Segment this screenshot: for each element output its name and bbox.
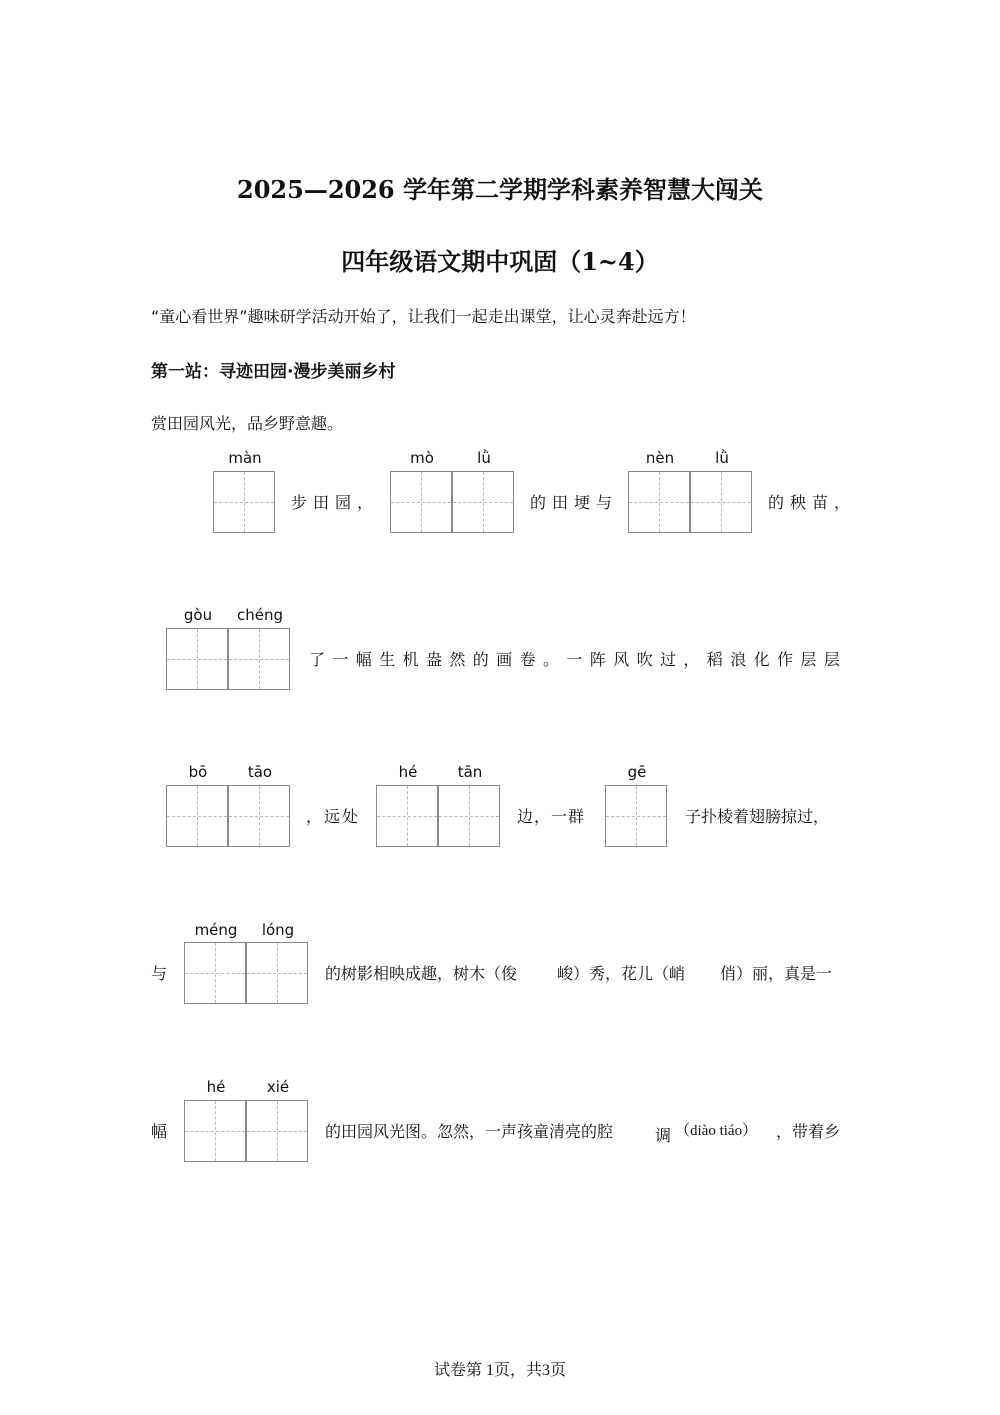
- writing-box[interactable]: [605, 785, 667, 847]
- passage-text: 子扑棱着翅膀掠过，: [685, 807, 830, 826]
- pinyin-label: hé: [398, 763, 418, 781]
- passage-text: 的秧苗，: [768, 493, 857, 512]
- page-footer: 试卷第 1页，共3页: [433, 1362, 566, 1379]
- pinyin-label: gòu: [183, 606, 213, 624]
- pinyin-label: gē: [627, 763, 647, 781]
- writing-box[interactable]: [438, 785, 500, 847]
- passage-text: 边，一群: [517, 807, 586, 826]
- pinyin-label: xié: [266, 1078, 290, 1096]
- passage-text: ，带着乡: [776, 1122, 841, 1141]
- intro-text: “童心看世界”趣味研学活动开始了，让我们一起走出课堂，让心灵奔赴远方！: [151, 307, 696, 326]
- writing-box[interactable]: [376, 785, 438, 847]
- writing-box[interactable]: [213, 471, 275, 533]
- passage-text: 幅: [151, 1122, 168, 1141]
- section-title: 第一站：寻迹田园·漫步美丽乡村: [151, 362, 396, 382]
- pinyin-label: lóng: [261, 921, 295, 939]
- passage-text: 了一幅生机盎然的画卷。一阵风吹过，稻浪化作层层: [309, 650, 848, 669]
- pinyin-label: lǜ: [477, 449, 491, 467]
- pinyin-label: lǜ: [715, 449, 729, 467]
- pinyin-label: bō: [188, 763, 208, 781]
- writing-box[interactable]: [246, 942, 308, 1004]
- writing-box[interactable]: [390, 471, 452, 533]
- pinyin-label: nèn: [645, 449, 675, 467]
- pinyin-label: hé: [206, 1078, 226, 1096]
- passage-text: 与: [151, 964, 168, 983]
- passage-text: 的田埂与: [530, 493, 619, 512]
- writing-box[interactable]: [246, 1100, 308, 1162]
- writing-box[interactable]: [690, 471, 752, 533]
- pinyin-label: méng: [194, 921, 238, 939]
- pinyin-label: mò: [410, 449, 434, 467]
- section-subtitle: 赏田园风光，品乡野意趣。: [151, 414, 344, 433]
- passage-text: 调: [655, 1126, 672, 1145]
- writing-box[interactable]: [184, 1100, 246, 1162]
- passage-text: 的田园风光图。忽然，一声孩童清亮的腔: [325, 1122, 614, 1141]
- writing-box[interactable]: [228, 628, 290, 690]
- pinyin-label: tāo: [247, 763, 273, 781]
- passage-text: ，远处: [306, 807, 361, 826]
- writing-box[interactable]: [166, 628, 228, 690]
- page-title: 2025—2026 学年第二学期学科素养智慧大闯关: [237, 175, 763, 204]
- pinyin-label: chéng: [236, 606, 283, 624]
- writing-box[interactable]: [228, 785, 290, 847]
- pinyin-label: tān: [457, 763, 483, 781]
- pinyin-label: màn: [228, 449, 262, 467]
- writing-box[interactable]: [628, 471, 690, 533]
- passage-text: 俏）丽，真是一: [720, 964, 833, 983]
- passage-text: 步田园，: [291, 493, 380, 512]
- page-subtitle: 四年级语文期中巩固（1~4）: [341, 247, 659, 276]
- writing-box[interactable]: [166, 785, 228, 847]
- pinyin-options: （diào tiáo）: [675, 1123, 758, 1139]
- passage-text: 峻）秀，花儿（峭: [557, 964, 686, 983]
- passage-text: 的树影相映成趣，树木（俊: [325, 964, 518, 983]
- writing-box[interactable]: [184, 942, 246, 1004]
- writing-box[interactable]: [452, 471, 514, 533]
